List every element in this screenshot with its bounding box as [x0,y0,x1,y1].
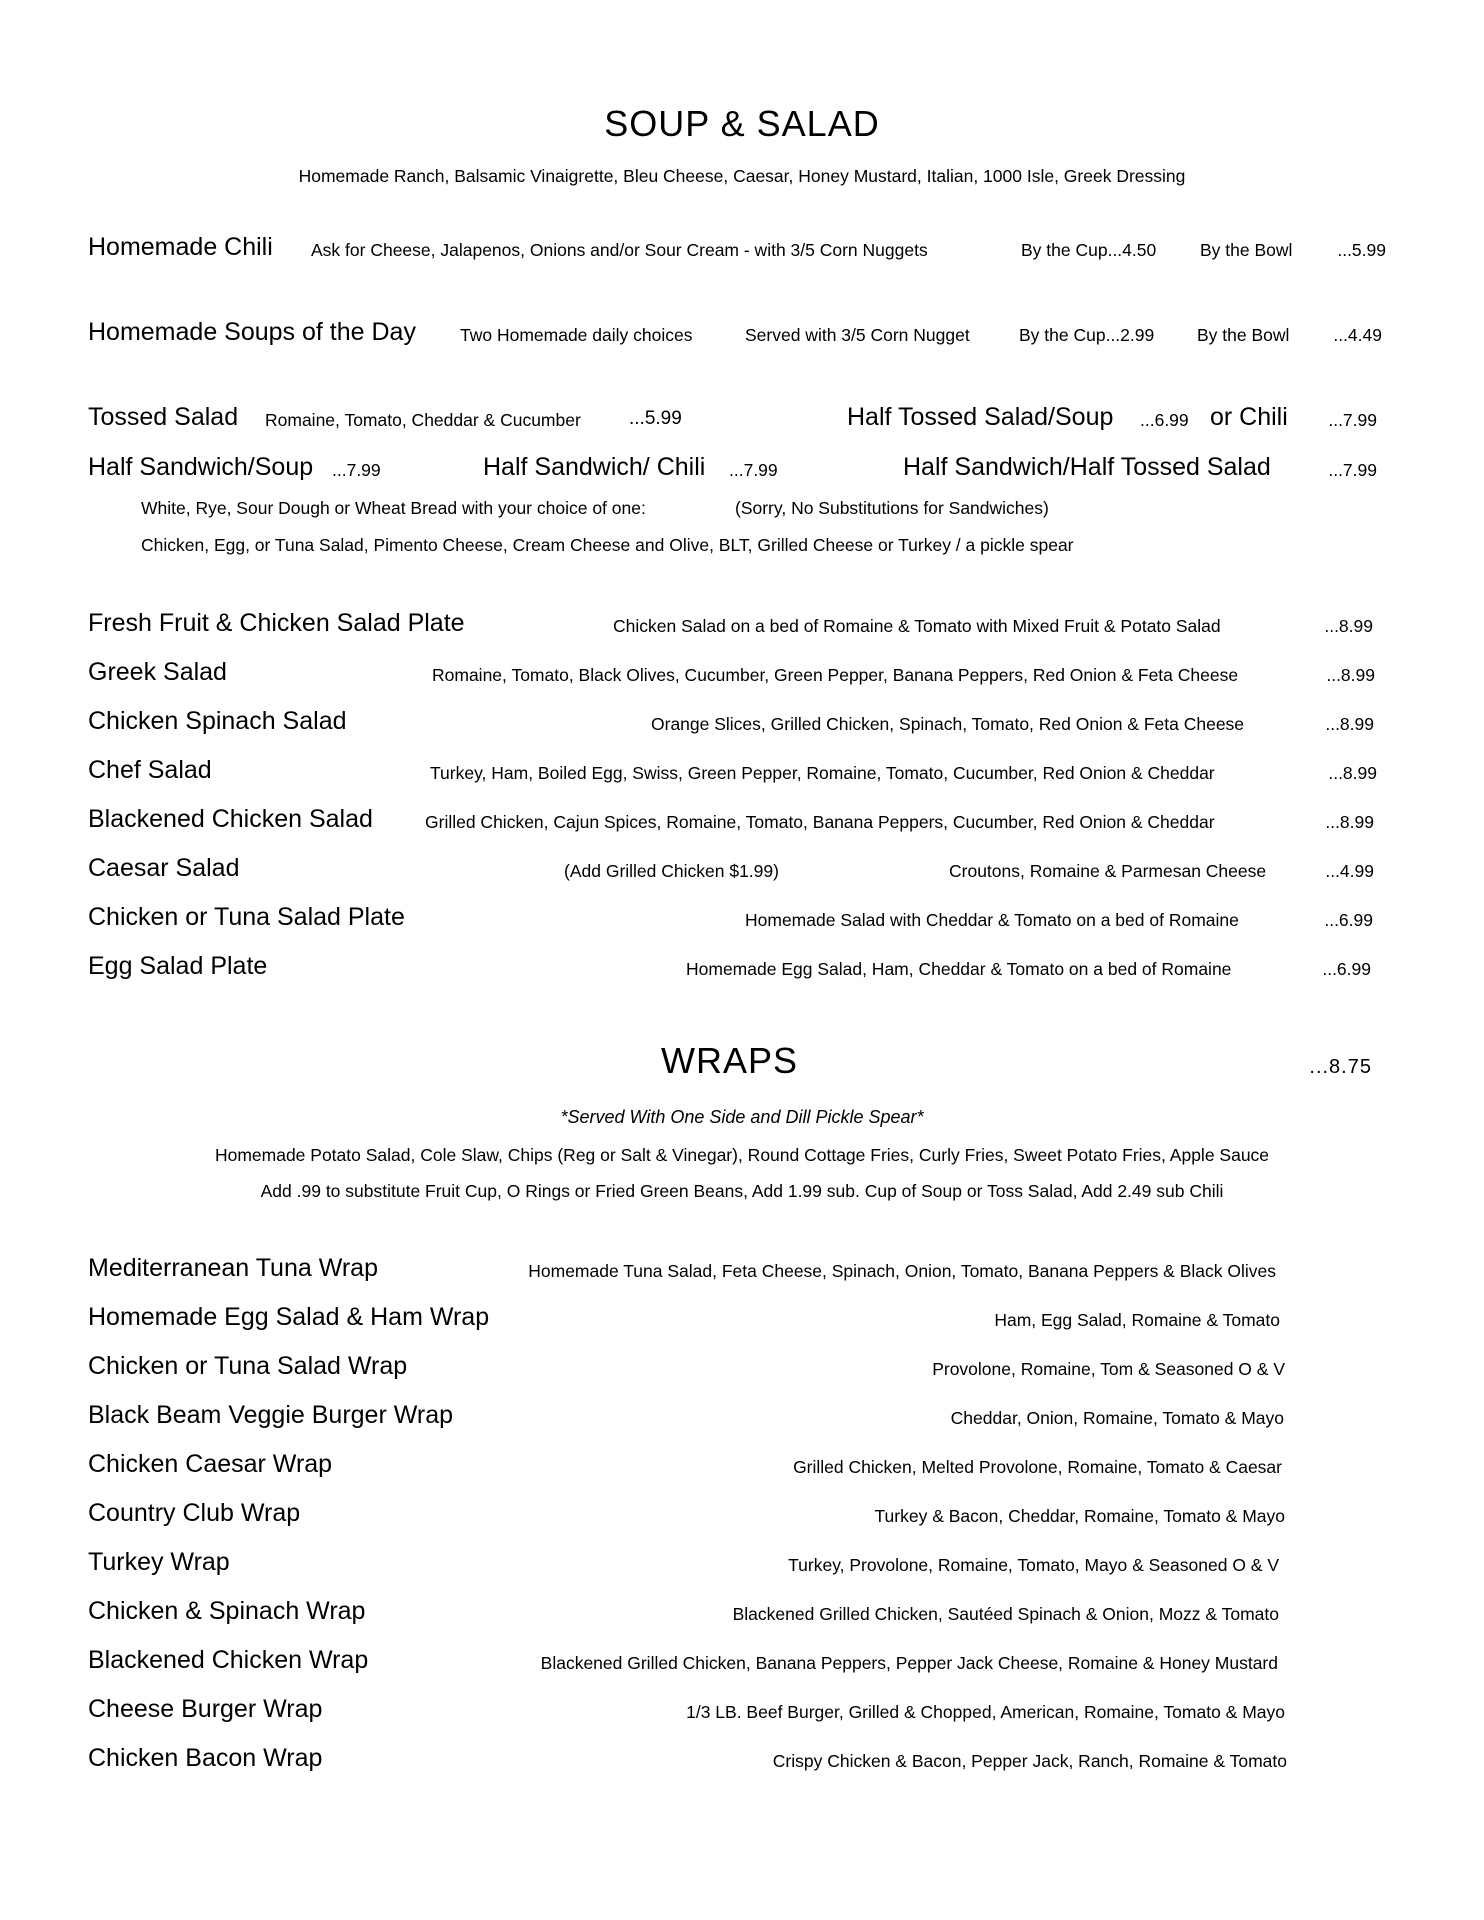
wrap-name: Blackened Chicken Wrap [88,1646,369,1674]
plate-desc: Chicken Salad on a bed of Romaine & Tomato with Mixed Fruit & Potato Salad [613,616,1221,636]
wrap-desc: Crispy Chicken & Bacon, Pepper Jack, Ranch, Romaine & Tomato [772,1751,1287,1771]
plate-name: Egg Salad Plate [88,952,268,980]
plate-price: ...6.99 [1324,910,1373,930]
wrap-desc: Ham, Egg Salad, Romaine & Tomato [994,1310,1280,1330]
wraps-served-note: *Served With One Side and Dill Pickle Spear* [560,1107,924,1127]
wrap-name: Chicken & Spinach Wrap [88,1597,366,1625]
wrap-name: Turkey Wrap [88,1548,230,1576]
tossed-desc: Romaine, Tomato, Cheddar & Cucumber [265,410,581,430]
wrap-name: Country Club Wrap [88,1499,301,1527]
chili-bowl-label: By the Bowl [1200,240,1293,260]
half-sandwich-chili-price: ...7.99 [729,460,778,480]
half-sandwich-salad-price: ...7.99 [1328,460,1377,480]
plate-desc: Homemade Egg Salad, Ham, Cheddar & Tomato on a bed of Romaine [686,959,1232,979]
soups-cup: By the Cup...2.99 [1019,325,1155,345]
chili-desc: Ask for Cheese, Jalapenos, Onions and/or Sour Cream - with 3/5 Corn Nuggets [311,240,928,260]
wrap-name: Cheese Burger Wrap [88,1695,323,1723]
soups-bowl-price: ...4.49 [1333,325,1382,345]
plate-desc: Croutons, Romaine & Parmesan Cheese [949,861,1267,881]
plate-name: Chef Salad [88,756,212,784]
plate-price: ...8.99 [1326,665,1375,685]
soup-salad-title: SOUP & SALAD [604,103,880,144]
plate-price: ...4.99 [1325,861,1374,881]
wrap-desc: Cheddar, Onion, Romaine, Tomato & Mayo [950,1408,1284,1428]
plate-name: Caesar Salad [88,854,240,882]
plate-desc: Orange Slices, Grilled Chicken, Spinach, Tomato, Red Onion & Feta Cheese [651,714,1245,734]
soups-bowl-label: By the Bowl [1197,325,1290,345]
or-chili: or Chili [1210,403,1288,431]
wrap-desc: Turkey & Bacon, Cheddar, Romaine, Tomato & Mayo [874,1506,1285,1526]
half-tossed-name: Half Tossed Salad/Soup [847,403,1114,431]
tossed-price: ...5.99 [629,408,682,429]
half-sandwich-chili-name: Half Sandwich/ Chili [483,453,706,481]
plate-desc: Grilled Chicken, Cajun Spices, Romaine, Tomato, Banana Peppers, Cucumber, Red Onion & Cheddar [425,812,1215,832]
plate-extra: (Add Grilled Chicken $1.99) [564,861,779,881]
or-chili-price: ...7.99 [1328,410,1377,430]
plate-price: ...6.99 [1322,959,1371,979]
plate-price: ...8.99 [1324,616,1373,636]
wrap-desc: Homemade Tuna Salad, Feta Cheese, Spinach, Onion, Tomato, Banana Peppers & Black Olives [528,1261,1276,1281]
plate-price: ...8.99 [1325,714,1374,734]
soups-served: Served with 3/5 Corn Nugget [745,325,970,345]
dressings-list: Homemade Ranch, Balsamic Vinaigrette, Bleu Cheese, Caesar, Honey Mustard, Italian, 1000 Isle, Greek Dressing [298,166,1186,186]
wrap-name: Chicken or Tuna Salad Wrap [88,1352,408,1380]
plate-price: ...8.99 [1325,812,1374,832]
plate-name: Blackened Chicken Salad [88,805,373,833]
wrap-desc: Turkey, Provolone, Romaine, Tomato, Mayo & Seasoned O & V [788,1555,1279,1575]
tossed-name: Tossed Salad [88,403,239,431]
wrap-name: Black Beam Veggie Burger Wrap [88,1401,454,1429]
wrap-desc: 1/3 LB. Beef Burger, Grilled & Chopped, American, Romaine, Tomato & Mayo [686,1702,1285,1722]
chili-bowl-price: ...5.99 [1337,240,1386,260]
no-substitutions-note: (Sorry, No Substitutions for Sandwiches) [735,498,1049,518]
wraps-sides: Homemade Potato Salad, Cole Slaw, Chips (Reg or Salt & Vinegar), Round Cottage Fries, Curly Fries, Sweet Potato Fries, Apple Sauce [214,1145,1270,1165]
plate-desc: Romaine, Tomato, Black Olives, Cucumber, Green Pepper, Banana Peppers, Red Onion & Feta Cheese [432,665,1239,685]
soups-desc: Two Homemade daily choices [460,325,693,345]
half-sandwich-soup-price: ...7.99 [332,460,381,480]
plate-name: Greek Salad [88,658,227,686]
chili-cup: By the Cup...4.50 [1021,240,1157,260]
wraps-substitutes: Add .99 to substitute Fruit Cup, O Rings or Fried Green Beans, Add 1.99 sub. Cup of Soup or Toss Salad, Add 2.49 sub Chili [260,1181,1224,1201]
plate-name: Chicken or Tuna Salad Plate [88,903,405,931]
wrap-name: Homemade Egg Salad & Ham Wrap [88,1303,490,1331]
chili-name: Homemade Chili [88,233,273,261]
wrap-name: Chicken Bacon Wrap [88,1744,323,1772]
wrap-desc: Provolone, Romaine, Tom & Seasoned O & V [932,1359,1285,1379]
plate-price: ...8.99 [1328,763,1377,783]
plate-desc: Turkey, Ham, Boiled Egg, Swiss, Green Pepper, Romaine, Tomato, Cucumber, Red Onion & Cheddar [430,763,1215,783]
wrap-name: Mediterranean Tuna Wrap [88,1254,378,1282]
half-tossed-price: ...6.99 [1140,410,1189,430]
soups-name: Homemade Soups of the Day [88,318,416,346]
wrap-desc: Blackened Grilled Chicken, Banana Peppers, Pepper Jack Cheese, Romaine & Honey Mustard [540,1653,1278,1673]
wraps-title: WRAPS [661,1040,799,1081]
wrap-desc: Blackened Grilled Chicken, Sautéed Spinach & Onion, Mozz & Tomato [732,1604,1279,1624]
sandwich-choices-note: Chicken, Egg, or Tuna Salad, Pimento Cheese, Cream Cheese and Olive, BLT, Grilled Cheese or Turkey / a pickle spear [141,535,1074,555]
half-sandwich-salad-name: Half Sandwich/Half Tossed Salad [903,453,1271,481]
bread-note: White, Rye, Sour Dough or Wheat Bread with your choice of one: [141,498,646,518]
half-sandwich-soup-name: Half Sandwich/Soup [88,453,314,481]
wraps-price: ...8.75 [1309,1056,1372,1078]
plate-desc: Homemade Salad with Cheddar & Tomato on a bed of Romaine [745,910,1239,930]
wrap-desc: Grilled Chicken, Melted Provolone, Romaine, Tomato & Caesar [793,1457,1282,1477]
plate-name: Fresh Fruit & Chicken Salad Plate [88,609,465,637]
wrap-name: Chicken Caesar Wrap [88,1450,333,1478]
plate-name: Chicken Spinach Salad [88,707,347,735]
